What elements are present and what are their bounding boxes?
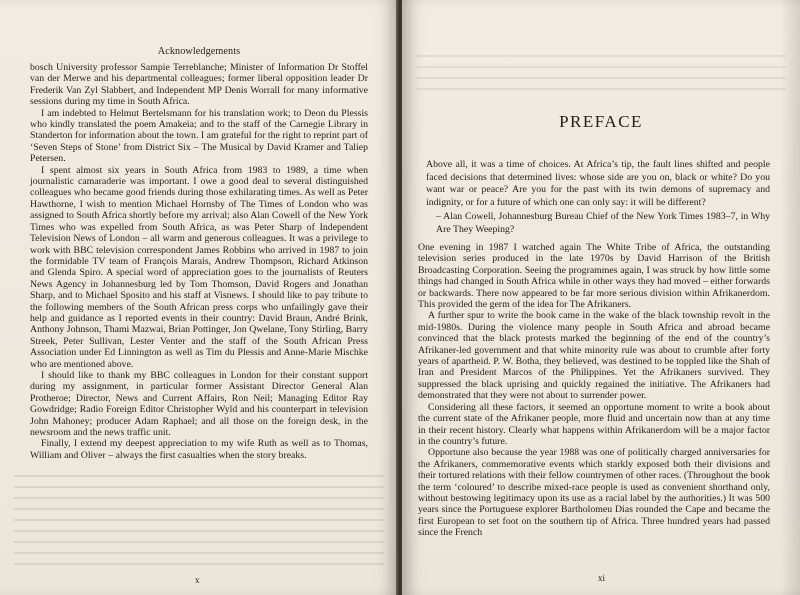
paragraph: bosch University professor Sampie Terreblanche; Minister of Information Dr Stoffel van der Merwe and his departmental colleagues; former liberal opposition leader Dr Frederik Van Zyl Slabbert, and Independent MP Denis Worrall for many informative sessions during my time in South Africa.: [30, 62, 368, 108]
paragraph: One evening in 1987 I watched again The White Tribe of Africa, the outstanding television series produced in the late 1970s by David Harrison of the British Broadcasting Corporation. Seeing the programmes again, I was struck by how little some things had changed in South Africa while in other ways they had moved – either forwards or backwards. There now appeared to be far more serious division within Afrikanerdom. This provided the germ of the idea for The Afrikaners.: [418, 242, 770, 311]
preface-text: [418, 242, 770, 539]
paragraph: Finally, I extend my deepest appreciation to my wife Ruth as well as to Thomas, William and Oliver – always the first casualties when the story breaks.: [30, 438, 368, 461]
paragraph: A further spur to write the book came in the wake of the black township revolt in the mid-1980s. During the violence many people in South Africa and abroad became convinced that the black protests marked the beginning of the end of the country’s Afrikaner-led government and that white minority rule was about to crumble after forty years of apartheid. P. W. Botha, they believed, was destined to be toppled like the Shah of Iran and President Marcos of the Philippines. Yet the Afrikaners survived. They suppressed the black uprising and quickly regained the initiative. The Afrikaners had demonstrated that they were not about to surrender power.: [418, 310, 770, 402]
epigraph-quote: Above all, it was a time of choices. At Africa’s tip, the fault lines shifted and people faced decisions that determined lives: whose side are you on, black or white? Do you want war or peace? Are you for the past with its twin demons of supremacy and indignity, or for a future of which one can only say: it will be different?: [426, 159, 770, 208]
running-head: Acknowledgements: [157, 46, 241, 57]
right-page: [402, 0, 800, 595]
acknowledgements-text: [30, 62, 368, 461]
show-through-text: [416, 55, 786, 95]
paragraph: I should like to thank my BBC colleagues in London for their constant support during my assignment, in particular former Assistant Director General Alan Protheroe; Director, News and Current Affairs, Ron Neil; Managing Editor Ray Gowdridge; Radio Foreign Editor Christopher Wyld and his counterpart in television John Mahoney; producer Adam Raphael; and all those on the foreign desk, in the newsroom and the news traffic unit.: [30, 369, 368, 438]
page-number: xi: [598, 573, 606, 583]
paragraph: Considering all these factors, it seemed an opportune moment to write a book about the current state of the Afrikaner people, more fluid and uncertain now than at any time in their recent history. Clearly what happens within Afrikanerdom will be a major factor in the country’s future.: [418, 401, 770, 447]
epigraph-attribution: – Alan Cowell, Johannesburg Bureau Chief of the New York Times 1983–7, in Why Are They Weeping?: [436, 211, 770, 235]
paragraph: I spent almost six years in South Africa from 1983 to 1989, a time when journalistic camaraderie was important. I owe a good deal to several distinguished colleagues who became good friends during those exhilarating times. As well as Peter Hawthorne, I wish to mention Michael Hornsby of The Times of London who was assigned to South Africa shortly before my arrival; also Alan Cowell of the New York Times who was expelled from South Africa, as was Peter Sharp of Independent Television News of London – all warm and generous colleagues. It was a privilege to work with BBC television correspondent James Robbins who arrived in 1987 to join the formidable TV team of François Marais, Andrew Thompson, Richard Atkinson and Glenda Spiro. A special word of appreciation goes to the journalists of Reuters News Agency in Johannesburg led by Tom Thomson, David Rogers and Jonathan Sharp, and to Michael Sposito and his staff at Visnews. I should like to pay tribute to the following members of the South African press corps who unfailingly gave their help and guidance as I reported events in their country: David Braun, André Brink, Anthony Johnson, Thami Mazwai, Brian Pottinger, Jon Qwelane, Tony Stirling, Barry Streek, Peter Sullivan, Lester Venter and the staff of the South African Press Association under Ed Linnington as well as Tim du Plessis and Anne-Marie Mischke who are mentioned above.: [30, 164, 368, 370]
left-page: [0, 0, 398, 595]
paragraph: I am indebted to Helmut Bertelsmann for his translation work; to Deon du Plessis who kindly translated the poem Amakeia; and to the staff of the Carnegie Library in Standerton for information about the town. I am grateful for the right to reprint part of ‘Seven Steps of Stone’ from District Six – The Musical by David Kramer and Taliep Petersen.: [30, 107, 368, 165]
paragraph: Opportune also because the year 1988 was one of politically charged anniversaries for the Afrikaners, commemorative events which starkly exposed both their divisions and their tortured relations with their fellow countrymen of other races. (Throughout the book the term ‘coloured’ to describe mixed-race people is used as convenient shorthand only, without bestowing legitimacy upon its use as a racial label by the authorities.) It was 500 years since the Portuguese explorer Bartholomeu Dias rounded the Cape and became the first European to set foot on the southern tip of Africa. Three hundred years had passed since the French: [418, 447, 770, 539]
epigraph: [426, 159, 770, 237]
page-edge-shadow: [780, 0, 800, 595]
page-number: x: [195, 575, 200, 585]
show-through-text: [14, 475, 384, 570]
chapter-title: PREFACE: [559, 112, 643, 131]
